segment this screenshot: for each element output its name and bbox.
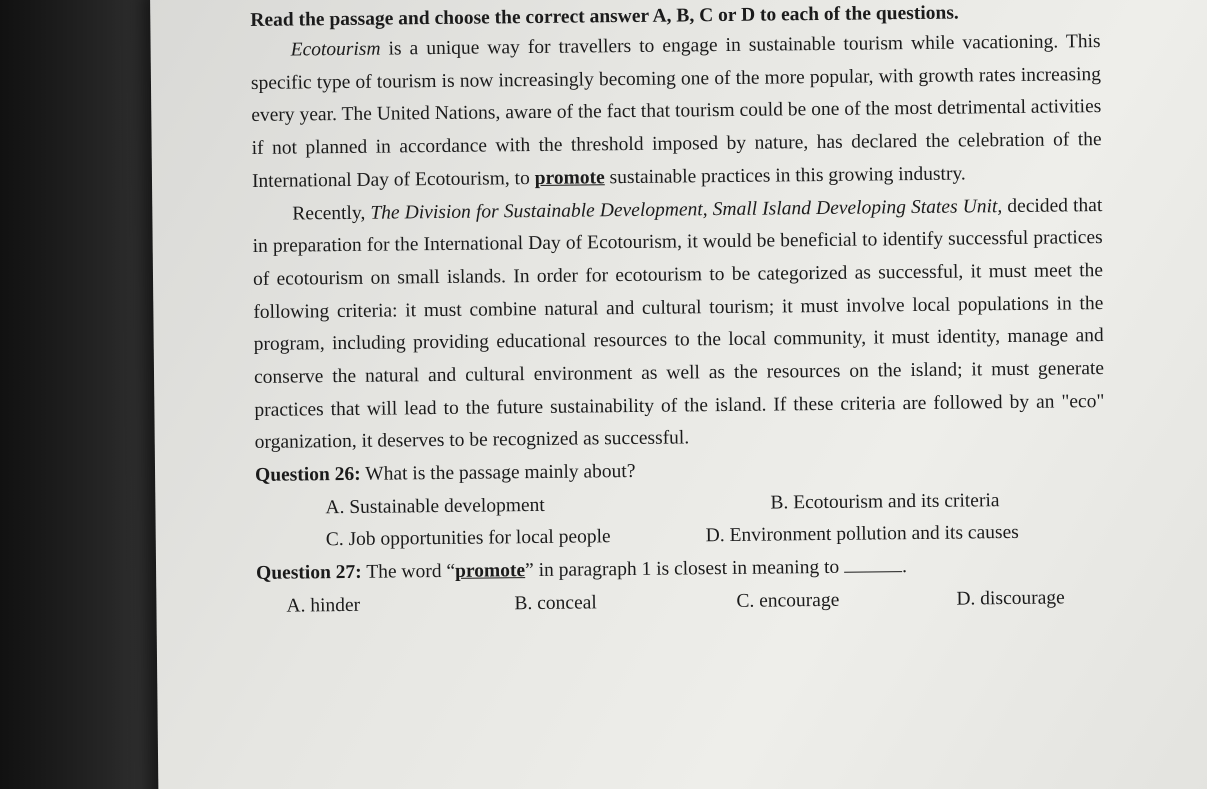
question-27-text-b: ” in paragraph 1 is closest in meaning to	[525, 556, 845, 581]
q26-option-c[interactable]: C. Job opportunities for local people	[325, 526, 611, 551]
q26-option-a[interactable]: A. Sustainable development	[325, 494, 545, 519]
promote-underlined: promote	[534, 167, 605, 189]
question-27-text-c: .	[901, 555, 908, 577]
instruction-heading: Read the passage and choose the correct answer A, B, C or D to each of the questions.	[250, 2, 959, 31]
q26-option-b[interactable]: B. Ecotourism and its criteria	[770, 489, 1000, 514]
question-26-label: Question 26:	[254, 463, 361, 487]
passage-p2-text-b: decided that in preparation for the International Day of Ecotourism, it would be beneficial to identify successful practices of ecotourism on small islands. In order for ecotourism to be categorized as successful, it must meet the following criteria: it must combine natural and cultural tourism; it must involve local populations in the program, including providing educational resources to the local community, it must identity, manage and conserve the natural and cultural environment as well as the resources on the island; it must generate practices that will lead to the future sustainability of the island. If these criteria are followed by an "eco" organization, it deserves to be recognized as successful.	[252, 194, 1105, 454]
document-content	[250, 0, 1106, 623]
question-27-label: Question 27:	[256, 561, 362, 584]
question-26-text: What is the passage mainly about?	[360, 461, 636, 485]
passage-p1-text-a: is a unique way for travellers to engage in sustainable tourism while vacationing. This specific type of tourism is now increasingly becoming one of the more popular, with growth rates increasing every year. The United Nations, aware of the fact that tourism could be one of the most detrimental activities if not planned in accordance with the threshold imposed by nature, has declared the celebration of the International Day of Ecotourism, to	[250, 31, 1102, 192]
division-name: The Division for Sustainable Development, Small Island Developing States Unit,	[370, 195, 1003, 224]
question-27-text-a: The word “	[361, 560, 456, 583]
q27-option-c[interactable]: C. encourage	[736, 589, 840, 612]
q27-option-d[interactable]: D. discourage	[956, 587, 1065, 610]
answer-blank[interactable]	[844, 553, 902, 573]
question-27-key-word: promote	[454, 559, 526, 582]
q27-option-a[interactable]: A. hinder	[286, 594, 361, 617]
passage-paragraph-1	[250, 26, 1102, 198]
passage-p2-text-a: Recently,	[292, 202, 371, 225]
q26-option-d[interactable]: D. Environment pollution and its causes	[705, 522, 1019, 547]
paper-sheet	[150, 0, 1207, 789]
q27-option-b[interactable]: B. conceal	[514, 591, 597, 614]
passage-paragraph-2	[252, 190, 1105, 461]
ecotourism-term: Ecotourism	[290, 38, 381, 61]
passage-p1-text-b: sustainable practices in this growing industry.	[604, 163, 966, 189]
